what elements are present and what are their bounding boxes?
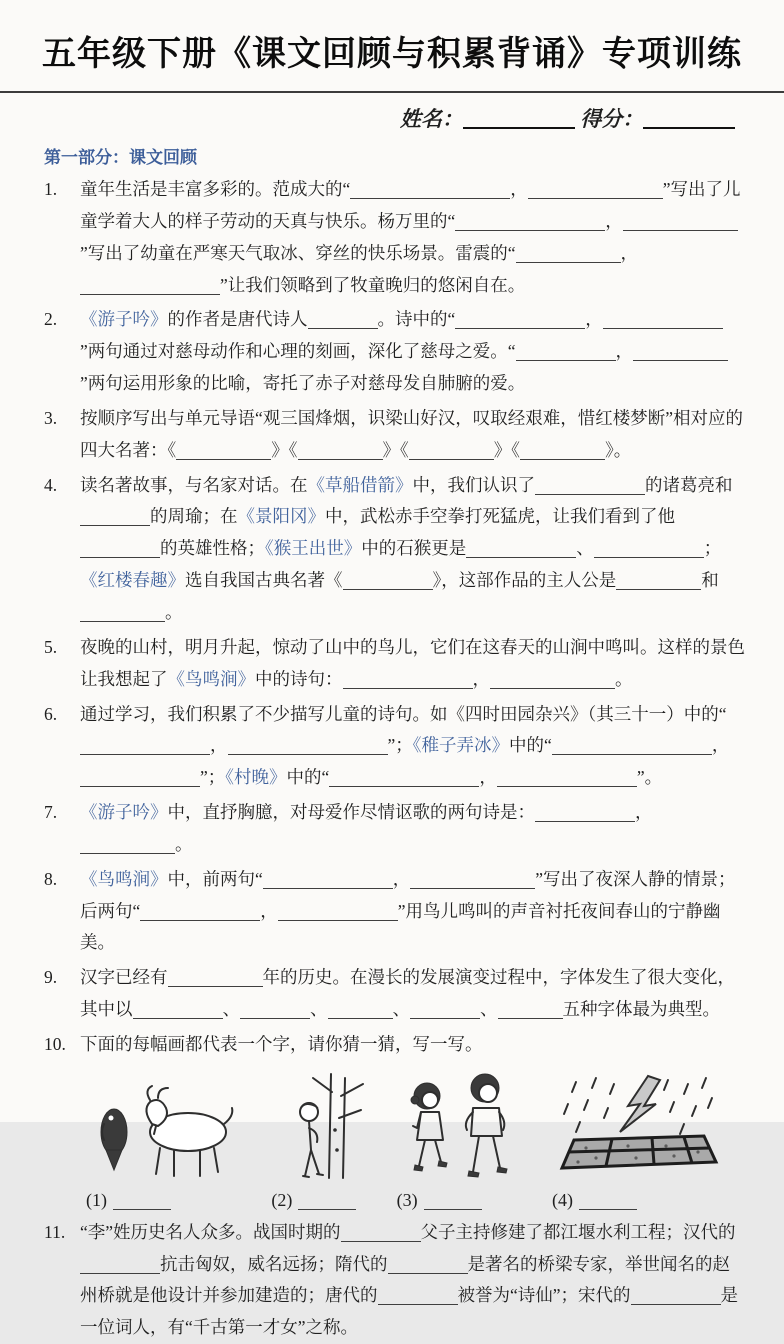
question-text: ”用鸟儿鸣叫的声音衬托夜间春山的宁静幽美。	[80, 900, 721, 953]
rain-lightning-over-field-rebus-image	[552, 1074, 724, 1182]
book-title-text: 《景阳冈》	[237, 506, 325, 527]
question-text: ，	[615, 341, 634, 362]
question-text: ，	[635, 802, 653, 823]
question-text: 通过学习，我们积累了不少描写儿童的诗句。如《四时田园杂兴》（其三十一）中的“	[80, 703, 727, 724]
answer-blank-line	[466, 540, 576, 559]
question-body	[80, 174, 746, 301]
answer-blank-line	[263, 870, 393, 889]
question-text: ”；	[387, 735, 413, 756]
name-label: 姓名：	[400, 107, 463, 131]
answer-blank-line	[140, 902, 260, 921]
question-number: 9.	[44, 967, 58, 988]
question-text: 五种字体最为典型。	[562, 999, 720, 1020]
question-text: 抗击匈奴，威名远扬；隋代的	[160, 1253, 388, 1274]
question-text: 》《	[493, 439, 520, 460]
question-text: ”写出了夜深人静的情景；后两句“	[80, 868, 736, 921]
question-number: 8.	[44, 868, 58, 889]
answer-blank-line	[341, 1223, 421, 1242]
question-text: ，	[479, 767, 497, 788]
question-text: 是著名的桥梁专家，举世闻名的赵州桥就是他设计并参加建造的；唐代的	[80, 1253, 730, 1306]
question-text: ”；	[200, 767, 226, 788]
answer-blank-line	[410, 870, 535, 889]
question-item	[44, 864, 746, 960]
question-text: ，	[392, 868, 411, 889]
score-blank-line	[643, 106, 735, 129]
answer-blank-line	[633, 343, 728, 362]
answer-blank-line	[80, 540, 160, 559]
book-title-text: 《游子吟》	[80, 309, 168, 330]
question-item	[44, 962, 746, 1026]
question-text: ，	[620, 242, 639, 263]
answer-blank-line	[80, 1255, 160, 1274]
question-text: ，	[711, 735, 730, 756]
question-body	[80, 1217, 746, 1344]
question-text: 被誉为“诗仙”；宋代的	[457, 1285, 631, 1306]
answer-blank-line	[328, 1001, 393, 1020]
question-item	[44, 1217, 746, 1344]
question-text: 》《	[271, 439, 298, 460]
question-item	[44, 632, 746, 696]
answer-blank-line	[516, 244, 621, 263]
question-number: 2.	[44, 309, 58, 330]
question-text: 中，我们认识了	[412, 474, 535, 495]
answer-blank-line	[329, 769, 479, 788]
question-text: 下面的每幅画都代表一个字，请你猜一猜，写一写。	[80, 1033, 483, 1054]
question-text: 按顺序写出与单元导语“观三国烽烟，识梁山好汉，叹取经艰难，惜红楼梦断”相对应的四大名著：《	[80, 407, 744, 460]
question-list-part2	[0, 1211, 784, 1344]
question-body	[80, 962, 746, 1026]
rebus-figure-2	[271, 1070, 371, 1211]
question-text: ”两句运用形象的比喻，寄托了赤子对慈母发自肺腑的爱。	[80, 373, 526, 394]
question-text: 。	[615, 668, 633, 689]
question-text: ，	[605, 210, 623, 231]
answer-blank-line	[631, 1287, 721, 1306]
question-text: ”写出了儿童学着大人的样子劳动的天真与快乐。杨万里的“	[80, 179, 741, 231]
book-title-text: 《猴王出世》	[265, 538, 362, 559]
question-body	[80, 632, 746, 696]
answer-blank-line	[498, 1001, 563, 1020]
question-text: 中的诗句：	[255, 668, 343, 689]
question-text: 》，这部作品的主人公是	[432, 570, 617, 591]
answer-blank-line	[388, 1255, 468, 1274]
question-number: 7.	[44, 802, 58, 823]
question-text: 中的石猴更是	[361, 538, 467, 559]
rebus-answer-blank-2	[298, 1191, 356, 1210]
rebus-caption-3: (3)	[397, 1190, 527, 1211]
book-title-text: 《游子吟》	[80, 802, 168, 823]
question-body	[80, 797, 746, 861]
answer-blank-line	[623, 212, 738, 231]
question-text: 、	[310, 999, 328, 1020]
question-body	[80, 304, 746, 400]
question-number: 5.	[44, 636, 58, 657]
rebus-answer-blank-1	[113, 1191, 171, 1210]
rebus-caption-4: (4)	[552, 1190, 724, 1211]
rebus-figure-3	[397, 1070, 527, 1211]
score-label: 得分：	[580, 107, 644, 131]
question-text: 选自我国古典名著《	[185, 570, 343, 591]
answer-blank-line	[616, 572, 701, 591]
question-text: ”。	[636, 767, 663, 788]
question-text: 是一位词人，有“千古第一才女”之称。	[80, 1285, 739, 1338]
page-title: 五年级下册《课文回顾与积累背诵》专项训练	[42, 35, 742, 73]
answer-blank-line	[409, 441, 494, 460]
answer-blank-line	[535, 804, 635, 823]
question-text: 读名著故事，与名家对话。在	[80, 474, 308, 495]
rebus-answer-blank-3	[424, 1191, 482, 1210]
answer-blank-line	[278, 902, 398, 921]
answer-blank-line	[378, 1287, 458, 1306]
question-text: 父子主持修建了都江堰水利工程；汉代的	[420, 1221, 736, 1242]
question-text: 》《	[382, 439, 409, 460]
question-text: 的英雄性格；	[160, 538, 265, 559]
question-item	[44, 174, 746, 301]
question-list-part1	[0, 170, 784, 1061]
question-text: ，	[260, 900, 278, 921]
question-text: 、	[392, 999, 410, 1020]
answer-blank-line	[516, 343, 616, 362]
question-text: 、	[480, 999, 498, 1020]
question-number: 11.	[44, 1221, 66, 1242]
question-text: ”写出了幼童在严寒天气取冰、穿丝的快乐场景。雷震的“	[80, 242, 516, 263]
question-text: ，	[510, 179, 528, 199]
question-body	[80, 403, 746, 467]
question-text: 的诸葛亮和	[645, 474, 733, 495]
answer-blank-line	[298, 441, 383, 460]
answer-blank-line	[80, 508, 150, 527]
fish-and-goat-rebus-image	[86, 1082, 246, 1182]
question-text: 童年生活是丰富多彩的。范成大的“	[80, 179, 351, 199]
answer-blank-line	[176, 441, 271, 460]
answer-blank-line	[455, 311, 585, 330]
question-body	[80, 699, 746, 795]
section-heading: 第一部分：课文回顾	[44, 148, 197, 167]
question-text: 汉字已经有	[80, 967, 168, 988]
question-text: ，	[585, 309, 603, 330]
book-title-text: 《草船借箭》	[307, 474, 413, 495]
answer-blank-line	[520, 441, 605, 460]
question-body	[80, 470, 746, 629]
question-item	[44, 470, 746, 629]
question-text: 中，武松赤手空拳打死猛虎，让我们看到了他	[325, 506, 675, 527]
question-text: 中，前两句“	[167, 868, 263, 889]
answer-blank-line	[490, 670, 615, 689]
question-text: 。	[165, 601, 183, 622]
book-title-text: 《红楼春趣》	[80, 570, 185, 591]
question-text: ”让我们领略到了牧童晚归的悠闲自在。	[220, 274, 526, 295]
question-text: 的作者是唐代诗人	[167, 309, 308, 330]
name-blank-line	[463, 106, 575, 129]
rebus-figure-4	[552, 1074, 724, 1211]
question-number: 10.	[44, 1033, 66, 1054]
question-number: 6.	[44, 703, 58, 724]
answer-blank-line	[228, 737, 388, 756]
question-text: ，	[472, 668, 490, 689]
question-text: 中，直抒胸臆，对母爱作尽情讴歌的两句诗是：	[167, 802, 535, 823]
question-body	[80, 1029, 746, 1061]
answer-blank-line	[535, 476, 645, 495]
name-score-row	[0, 93, 784, 133]
question-text: 中的“	[509, 735, 552, 756]
question-item	[44, 699, 746, 795]
question-number: 1.	[44, 179, 58, 199]
answer-blank-line	[410, 1001, 480, 1020]
book-title-text: 《稚子弄冰》	[412, 735, 510, 756]
question-item	[44, 304, 746, 400]
answer-blank-line	[455, 212, 605, 231]
question-text: 年的历史。在漫长的发展演变过程中，字体发生了很大变化，其中以	[80, 967, 735, 1020]
answer-blank-line	[168, 969, 263, 988]
book-title-text: 《鸟鸣涧》	[167, 668, 255, 689]
question-item	[44, 1029, 746, 1061]
question-text: 和	[701, 570, 719, 591]
answer-blank-line	[240, 1001, 310, 1020]
book-title-text: 《村晚》	[225, 767, 287, 788]
question-item	[44, 797, 746, 861]
rebus-answer-blank-4	[579, 1191, 637, 1210]
question-body	[80, 864, 746, 960]
rebus-caption-1: (1)	[86, 1190, 246, 1211]
question-text: 夜晚的山村，明月升起，惊动了山中的鸟儿，它们在这春天的山涧中鸣叫。这样的景色让我想起了	[80, 636, 745, 689]
answer-blank-line	[343, 670, 473, 689]
question-number: 3.	[44, 407, 58, 428]
question-number: 4.	[44, 474, 58, 495]
answer-blank-line	[497, 769, 637, 788]
rebus-picture-row	[0, 1064, 784, 1211]
man-leaning-on-tree-rebus-image	[271, 1070, 371, 1182]
question-text: 。	[175, 833, 193, 854]
question-item	[44, 403, 746, 467]
question-text: “李”姓历史名人众多。战国时期的	[80, 1221, 341, 1242]
answer-blank-line	[80, 769, 200, 788]
answer-blank-line	[343, 572, 433, 591]
answer-blank-line	[80, 835, 175, 854]
question-text: 》。	[605, 439, 632, 460]
answer-blank-line	[80, 737, 210, 756]
rebus-figure-1	[86, 1082, 246, 1211]
question-text: ”两句通过对慈母动作和心理的刻画，深化了慈母之爱。“	[80, 341, 516, 362]
answer-blank-line	[80, 603, 165, 622]
two-children-walking-rebus-image	[397, 1070, 527, 1182]
book-title-text: 《鸟鸣涧》	[80, 868, 168, 889]
answer-blank-line	[603, 311, 723, 330]
question-text: ；	[703, 538, 722, 559]
question-text: 、	[222, 999, 240, 1020]
answer-blank-line	[528, 181, 663, 200]
question-text: 。诗中的“	[377, 309, 456, 330]
question-text: ，	[210, 735, 228, 756]
answer-blank-line	[80, 276, 220, 295]
rebus-caption-2: (2)	[271, 1190, 371, 1211]
answer-blank-line	[308, 311, 378, 330]
answer-blank-line	[133, 1001, 223, 1020]
answer-blank-line	[552, 737, 712, 756]
question-text: 中的“	[286, 767, 330, 788]
question-text: 、	[576, 538, 594, 559]
answer-blank-line	[594, 540, 704, 559]
question-text: 的周瑜；在	[150, 506, 238, 527]
title-block	[0, 0, 784, 83]
answer-blank-line	[350, 181, 510, 200]
